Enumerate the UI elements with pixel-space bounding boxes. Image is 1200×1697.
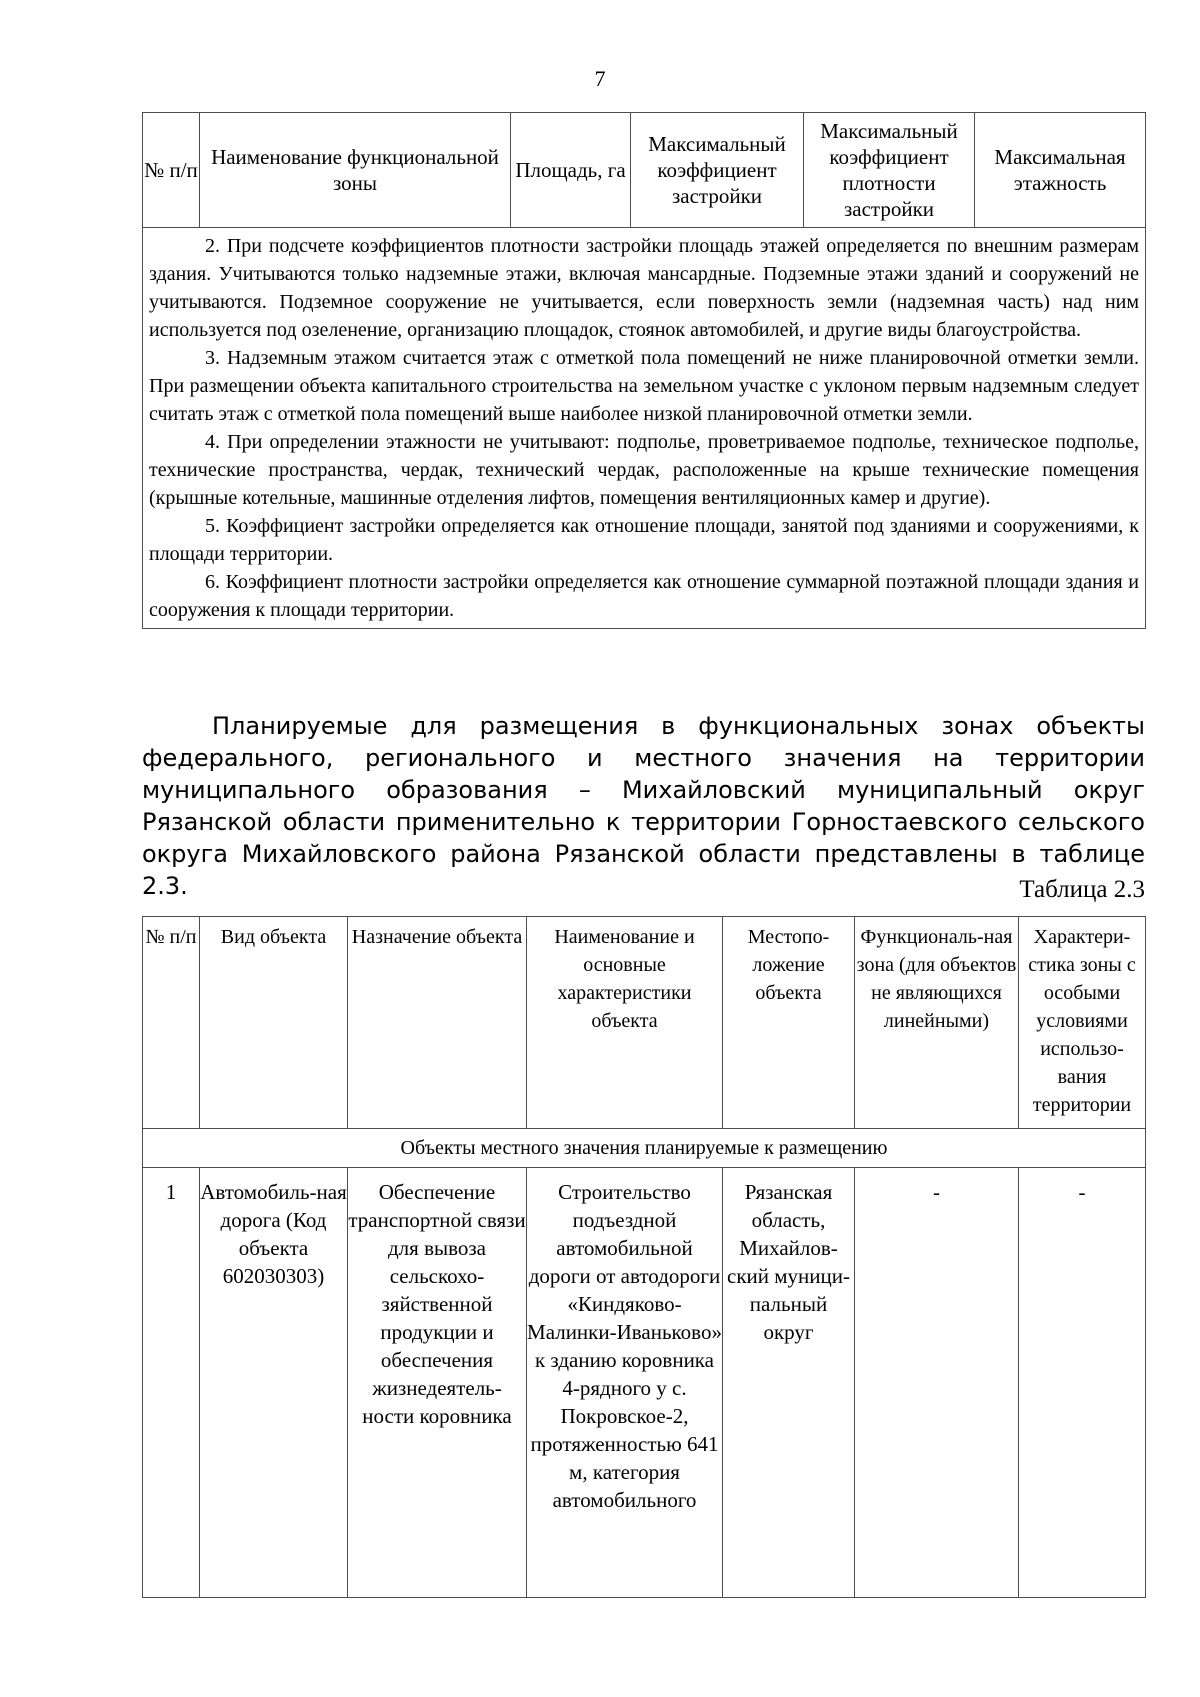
section-title: Объекты местного значения планируемые к размещению bbox=[143, 1129, 1146, 1168]
page-number: 7 bbox=[594, 66, 606, 91]
zone-parameters-table bbox=[142, 112, 1146, 629]
header-cell: Характери-стика зоны с особыми условиями использо-вания территории bbox=[1019, 917, 1146, 1129]
object-type: Автомобиль-ная дорога (Код объекта 602030303) bbox=[200, 1168, 348, 1598]
header-cell: Максимальная этажность bbox=[975, 113, 1146, 228]
notes-cell bbox=[143, 228, 1146, 629]
functional-zone: - bbox=[855, 1168, 1019, 1598]
header-cell: Наименование и основные характеристики объекта bbox=[527, 917, 723, 1129]
planned-objects-table bbox=[142, 916, 1146, 1598]
zone-restrictions: - bbox=[1019, 1168, 1146, 1598]
header-cell: Функциональ-ная зона (для объектов не являющихся линейными) bbox=[855, 917, 1019, 1129]
note-paragraph: 3. Надземным этажом считается этаж с отметкой пола помещений не ниже планировочной отметки земли. При размещении объекта капитального строительства на земельном участке с уклоном первым надземным следует считать этаж с отметкой пола помещений выше наиболее низкой планировочной отметки земли. bbox=[149, 347, 1139, 425]
header-cell: № п/п bbox=[143, 113, 200, 228]
header-cell: Назначение объекта bbox=[348, 917, 527, 1129]
table-header-row bbox=[143, 917, 1146, 1129]
note-paragraph: 4. При определении этажности не учитывают: подполье, проветриваемое подполье, техническое подполье, технические пространства, чердак, технический чердак, расположенные на крыше технические помещения (крышные котельные, машинные отделения лифтов, помещения вентиляционных камер и другие). bbox=[149, 431, 1139, 509]
table-row bbox=[143, 1168, 1146, 1598]
header-cell: Площадь, га bbox=[511, 113, 631, 228]
note-paragraph: 6. Коэффициент плотности застройки определяется как отношение суммарной поэтажной площади здания и сооружения к площади территории. bbox=[149, 571, 1139, 621]
object-purpose: Обеспечение транспортной связи для вывоза сельскохо-зяйственной продукции и обеспечения жизнедеятель-ности коровника bbox=[348, 1168, 527, 1598]
object-name: Строительство подъездной автомобильной дороги от автодороги «Киндяково-Малинки-Иваньково» к зданию коровника 4-рядного у с. Покровское-2, протяженностью 641 м, категория автомобильного bbox=[527, 1168, 723, 1598]
table-caption: Таблица 2.3 bbox=[1019, 876, 1145, 903]
object-location: Рязанская область, Михайлов-ский муници-пальный округ bbox=[723, 1168, 855, 1598]
note-paragraph: 5. Коэффициент застройки определяется как отношение площади, занятой под зданиями и сооружениями, к площади территории. bbox=[149, 515, 1139, 565]
note-paragraph: 2. При подсчете коэффициентов плотности застройки площадь этажей определяется по внешним размерам здания. Учитываются только надземные этажи, включая мансардные. Подземные этажи зданий и сооружений не учитываются. Подземное сооружение не учитывается, если поверхность земли (надземная часть) над ним используется под озеленение, организацию площадок, стоянок автомобилей, и другие виды благоустройства. bbox=[149, 235, 1139, 341]
header-cell: № п/п bbox=[143, 917, 200, 1129]
body-paragraph: Планируемые для размещения в функциональных зонах объекты федерального, регионального и местного значения на территории муниципального образования – Михайловский муниципальный округ Рязанской области применительно к территории Горностаевского сельского округа Михайловского района Рязанской области представлены в таблице 2.3. bbox=[142, 712, 1145, 900]
notes-row bbox=[143, 228, 1146, 629]
header-cell: Наименование функциональной зоны bbox=[200, 113, 511, 228]
section-row bbox=[143, 1129, 1146, 1168]
header-cell: Максимальный коэффициент плотности застройки bbox=[804, 113, 975, 228]
table-header-row bbox=[143, 113, 1146, 228]
header-cell: Местопо-ложение объекта bbox=[723, 917, 855, 1129]
header-cell: Вид объекта bbox=[200, 917, 348, 1129]
header-cell: Максимальный коэффициент застройки bbox=[631, 113, 804, 228]
row-number: 1 bbox=[143, 1168, 200, 1598]
